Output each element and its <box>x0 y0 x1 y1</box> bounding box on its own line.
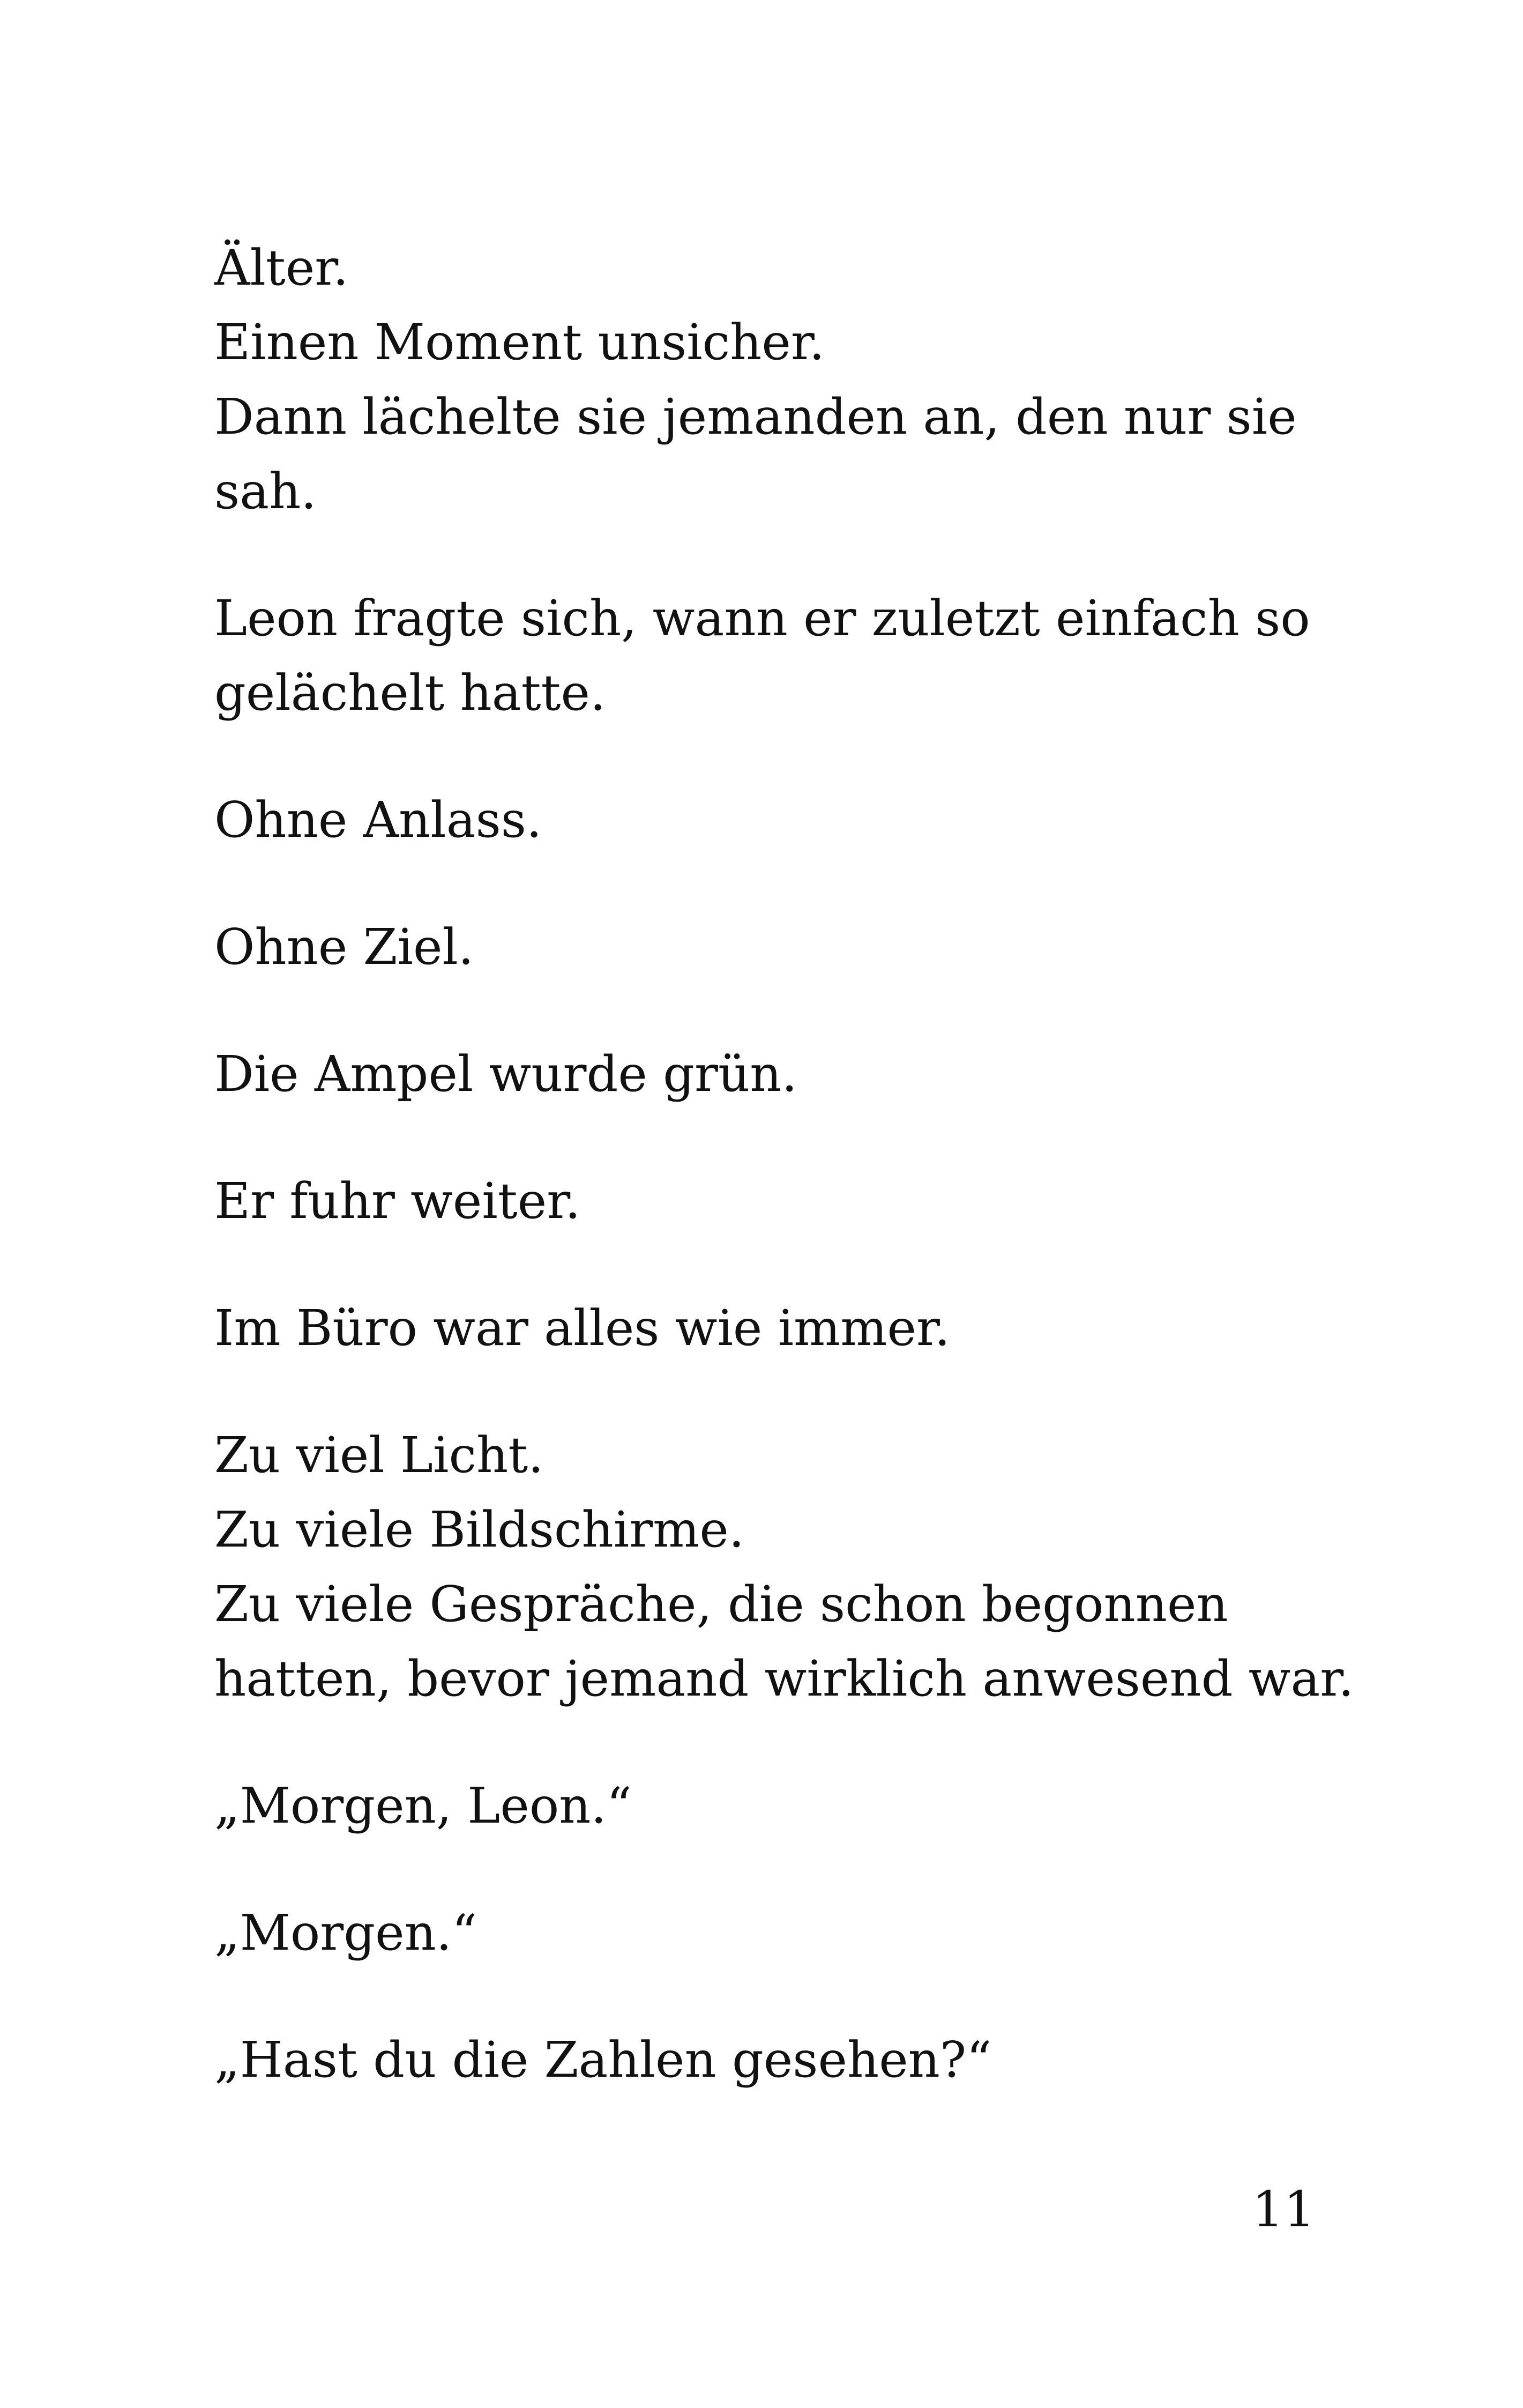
paragraph-9 <box>214 1768 1318 1843</box>
paragraph-4 <box>214 910 1318 984</box>
text-line: Einen Moment unsicher. <box>214 314 825 371</box>
text-line: Er fuhr weiter. <box>214 1172 581 1230</box>
paragraph-5 <box>214 1037 1318 1111</box>
text-line: „Morgen, Leon.“ <box>214 1777 632 1834</box>
text-line: Zu viele Bildschirme. <box>214 1501 745 1558</box>
text-line: Ohne Ziel. <box>214 918 474 976</box>
page-number: 11 <box>1252 2181 1315 2238</box>
text-line: Dann lächelte sie jemanden an, den nur sie <box>214 388 1297 445</box>
text-line: „Hast du die Zahlen gesehen?“ <box>214 2031 992 2089</box>
text-line: Zu viel Licht. <box>214 1426 544 1484</box>
body-text <box>214 231 1354 2097</box>
text-line: Im Büro war alles wie immer. <box>214 1299 951 1357</box>
paragraph-3 <box>214 783 1318 857</box>
paragraph-10 <box>214 1896 1318 1970</box>
text-line: sah. <box>214 463 317 520</box>
text-line: Ohne Anlass. <box>214 791 542 849</box>
text-line: hatten, bevor jemand wirklich anwesend war. <box>214 1650 1354 1707</box>
text-line: Älter. <box>214 239 349 296</box>
paragraph-11 <box>214 2023 1318 2097</box>
paragraph-1 <box>214 231 1318 529</box>
text-line: Leon fragte sich, wann er zuletzt einfach so <box>214 590 1310 647</box>
text-line: Die Ampel wurde grün. <box>214 1045 797 1103</box>
text-line: gelächelt hatte. <box>214 664 606 722</box>
paragraph-8 <box>214 1418 1354 1716</box>
paragraph-7 <box>214 1291 1318 1365</box>
text-line: Zu viele Gespräche, die schon begonnen <box>214 1575 1228 1633</box>
paragraph-2 <box>214 581 1318 730</box>
text-line: „Morgen.“ <box>214 1904 477 1961</box>
paragraph-6 <box>214 1164 1318 1238</box>
